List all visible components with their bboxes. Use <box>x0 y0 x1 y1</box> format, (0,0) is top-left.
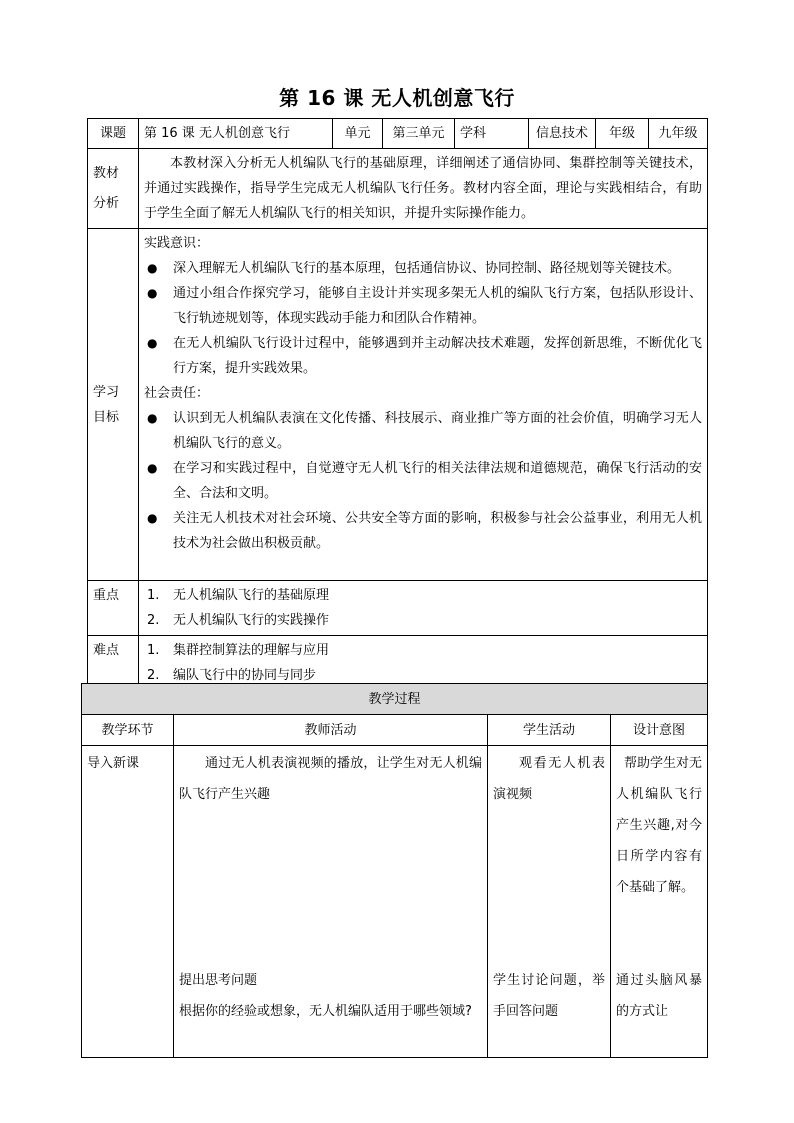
analysis-label <box>88 149 139 229</box>
teacher-activity-1: 通过无人机表演视频的播放，让学生对无人机编队飞行产生兴趣 <box>179 756 482 802</box>
stage-cell: 导入新课 <box>82 746 174 1058</box>
objective-text: 深入理解无人机编队飞行的基本原理，包括通信协议、协同控制、路径规划等关键技术。 <box>173 261 681 276</box>
key-point-text: 无人机编队飞行的基础原理 <box>173 588 330 603</box>
design-intent-1: 帮助学生对无人机编队飞行产生兴趣,对今日所学内容有个基础了解。 <box>616 756 703 895</box>
analysis-row <box>88 149 708 229</box>
bullet-icon: ● <box>147 411 158 425</box>
objective-text: 在学习和实践过程中，自觉遵守无人机飞行的相关法律法规和道德规范，确保飞行活动的安全、合法和文明。 <box>173 461 702 501</box>
student-activity-2: 学生讨论问题，举手回答问题 <box>493 973 605 1019</box>
unit-value: 第三单元 <box>383 119 455 149</box>
item-number: 2. <box>147 668 160 683</box>
key-points-row <box>88 581 708 636</box>
objectives-section1-title: 实践意识： <box>144 236 210 251</box>
difficult-points-label: 难点 <box>88 636 139 691</box>
objective-text: 在无人机编队飞行设计过程中，能够遇到并主动解决技术难题，发挥创新思维，不断优化飞行方案，提升实践效果。 <box>173 336 702 376</box>
bullet-icon: ● <box>147 511 158 525</box>
objectives-label <box>88 229 139 581</box>
page-title: 第 16 课 无人机创意飞行 <box>279 86 515 110</box>
lesson-info-table <box>87 118 708 691</box>
teacher-activity-cell <box>174 746 488 1058</box>
analysis-text: 本教材深入分析无人机编队飞行的基础原理，详细阐述了通信协同、集群控制等关键技术，并通过实践操作，指导学生完成无人机编队飞行任务。教材内容全面，理论与实践相结合，有助于学生全面了解无人机编队飞行的相关知识，并提升实际操作能力。 <box>139 149 708 229</box>
item-number: 2. <box>147 613 160 628</box>
difficult-point-text: 集群控制算法的理解与应用 <box>173 643 330 658</box>
column-teacher: 教师活动 <box>174 715 488 746</box>
objectives-row <box>88 229 708 581</box>
process-header: 教学过程 <box>82 684 708 715</box>
bullet-icon: ● <box>147 336 158 350</box>
topic-value: 第 16 课 无人机创意飞行 <box>139 119 333 149</box>
objectives-label-line1: 学习 <box>93 384 120 400</box>
bullet-icon: ● <box>147 261 158 275</box>
key-point-item <box>144 583 702 608</box>
student-activity-cell <box>488 746 611 1058</box>
column-stage: 教学环节 <box>82 715 174 746</box>
objectives-content <box>139 229 708 581</box>
objective-text: 通过小组合作探究学习，能够自主设计并实现多架无人机的编队飞行方案，包括队形设计、飞行轨迹规划等，体现实践动手能力和团队合作精神。 <box>173 286 702 326</box>
grade-value: 九年级 <box>649 119 708 149</box>
objective-item <box>144 506 702 556</box>
teacher-activity-2: 根据你的经验或想象，无人机编队适用于哪些领域? <box>179 1004 472 1019</box>
bullet-icon: ● <box>147 286 158 300</box>
analysis-label-line2: 分析 <box>93 195 120 211</box>
label-subject: 学科 <box>455 119 529 149</box>
design-intent-cell <box>611 746 708 1058</box>
design-intent-2: 通过头脑风暴的方式让 <box>616 973 703 1019</box>
objective-item <box>144 281 702 331</box>
objective-item <box>144 256 702 281</box>
label-unit: 单元 <box>333 119 383 149</box>
process-header-row <box>82 684 708 715</box>
teaching-process-table <box>81 683 708 1058</box>
objectives-section2-title: 社会责任： <box>144 386 210 401</box>
info-row <box>88 119 708 149</box>
column-student: 学生活动 <box>488 715 611 746</box>
process-row-intro <box>82 746 708 1058</box>
student-activity-1: 观看无人机表演视频 <box>493 756 605 802</box>
bullet-icon: ● <box>147 461 158 475</box>
process-columns-row <box>82 715 708 746</box>
item-number: 1. <box>147 643 160 658</box>
key-points-content <box>139 581 708 636</box>
key-point-text: 无人机编队飞行的实践操作 <box>173 613 330 628</box>
subject-value: 信息技术 <box>529 119 596 149</box>
item-number: 1. <box>147 588 160 603</box>
key-point-item <box>144 608 702 633</box>
teacher-activity-2-title: 提出思考问题 <box>179 973 258 988</box>
objective-item <box>144 456 702 506</box>
objective-item <box>144 331 702 381</box>
objective-text: 认识到无人机编队表演在文化传播、科技展示、商业推广等方面的社会价值，明确学习无人机编队飞行的意义。 <box>173 411 702 451</box>
label-topic: 课题 <box>88 119 139 149</box>
objective-item <box>144 406 702 456</box>
difficult-point-text: 编队飞行中的协同与同步 <box>173 668 317 683</box>
key-points-label: 重点 <box>88 581 139 636</box>
objective-text: 关注无人机技术对社会环境、公共安全等方面的影响，积极参与社会公益事业，利用无人机技术为社会做出积极贡献。 <box>173 511 702 551</box>
difficult-point-item <box>144 638 702 663</box>
column-intent: 设计意图 <box>611 715 708 746</box>
analysis-label-line1: 教材 <box>93 165 120 181</box>
objectives-label-line2: 目标 <box>93 409 120 425</box>
label-grade: 年级 <box>596 119 649 149</box>
